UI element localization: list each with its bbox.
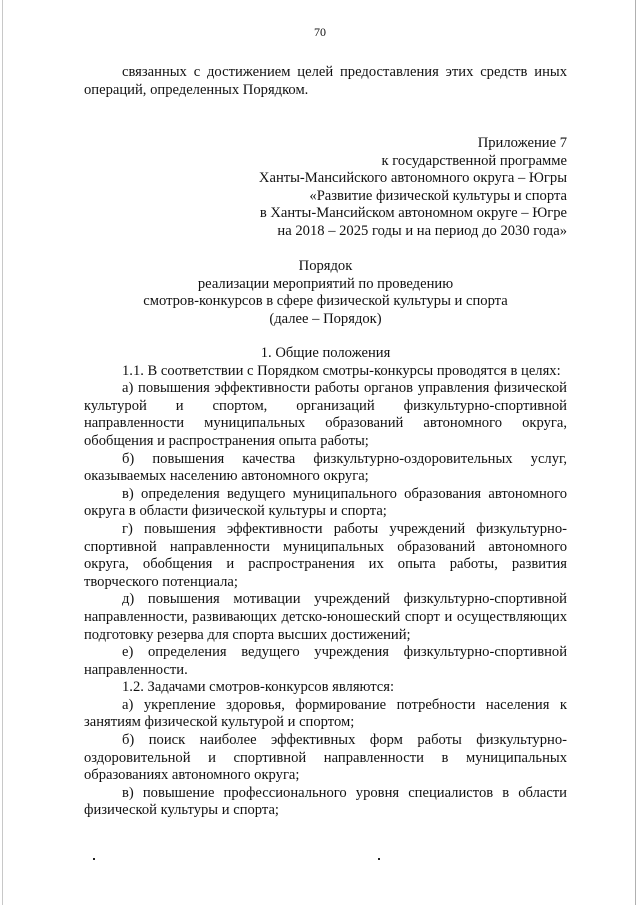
body-paragraph: г) повышения эффективности работы учреждений физкультурно-спортивной направленности муниципальных образований автономного округа, обобщения и распространения их опыта работы, развития творческого потенциала;	[84, 520, 567, 590]
body-paragraph: 1.2. Задачами смотров-конкурсов являются:	[122, 679, 395, 696]
scan-speck	[378, 858, 380, 860]
appendix-line: на 2018 – 2025 годы и на период до 2030 года»	[277, 222, 567, 239]
body-paragraph: б) поиск наиболее эффективных форм работы физкультурно-оздоровительной и спортивной направленности в муниципальных образованиях автономного округа;	[84, 732, 567, 784]
appendix-header	[259, 135, 567, 241]
body-paragraph: а) укрепление здоровья, формирование потребности населения к занятиям физической культурой и спортом;	[84, 696, 567, 731]
appendix-line: Приложение 7	[477, 135, 567, 151]
title-line: реализации мероприятий по проведению	[197, 275, 454, 292]
title-line: смотров-конкурсов в сфере физической культуры и спорта	[143, 293, 508, 310]
body-paragraph: б) повышения качества физкультурно-оздоровительных услуг, оказываемых населению автономного округа;	[84, 450, 567, 485]
appendix-line: «Развитие физической культуры и спорта	[309, 187, 567, 204]
body-paragraph: а) повышения эффективности работы органов управления физической культурой и спортом, организаций физкультурно-спортивной направленности муниципальных образований автономного округа, обобщения и распространения опыта работы;	[84, 380, 567, 449]
scan-edge-left	[2, 0, 3, 905]
appendix-line: к государственной программе	[381, 152, 567, 169]
body-paragraph: д) повышения мотивации учреждений физкультурно-спортивной направленности, развивающих детско-юношеский спорт и осуществляющих подготовку резерва для спорта высших достижений;	[84, 591, 567, 643]
body-paragraph: в) повышение профессионального уровня специалистов в области физической культуры и спорта;	[84, 784, 567, 819]
page-number: 70	[314, 25, 326, 39]
title-line: Порядок	[298, 258, 353, 274]
appendix-line: Ханты-Мансийского автономного округа – Югры	[258, 170, 567, 187]
appendix-line: в Ханты-Мансийском автономном округе – Югре	[259, 205, 567, 222]
title-line: (далее – Порядок)	[269, 310, 382, 327]
scan-speck	[93, 858, 95, 860]
intro-paragraph-block	[84, 64, 567, 99]
document-body	[84, 345, 567, 820]
section-heading: 1. Общие положения	[260, 345, 391, 361]
intro-paragraph: связанных с достижением целей предоставления этих средств иных операций, определенных Порядком.	[84, 64, 567, 98]
body-paragraph: 1.1. В соответствии с Порядком смотры-конкурсы проводятся в целях:	[122, 362, 561, 379]
body-paragraph: е) определения ведущего учреждения физкультурно-спортивной направленности.	[84, 644, 567, 678]
document-title	[84, 258, 567, 328]
scan-edge-right	[635, 0, 636, 905]
body-paragraph: в) определения ведущего муниципального образования автономного округа в области физической культуры и спорта;	[84, 485, 567, 520]
